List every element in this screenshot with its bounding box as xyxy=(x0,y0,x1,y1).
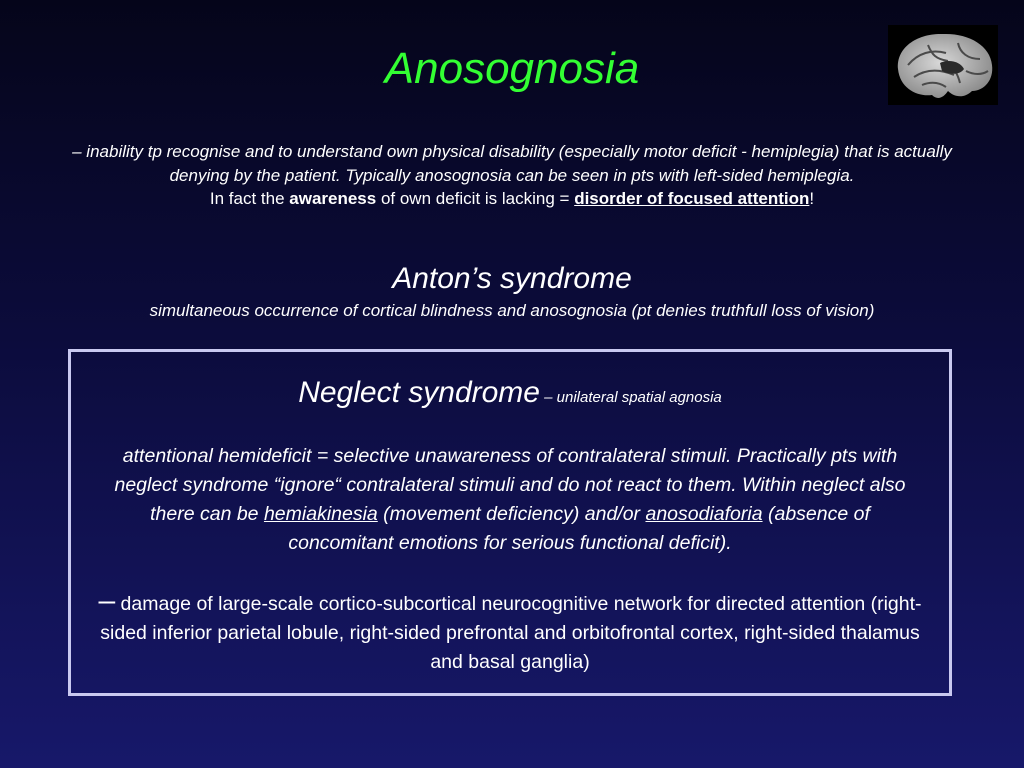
neglect-body-3: (absence of concomitant emotions for serious functional deficit). xyxy=(288,503,870,554)
anton-subtitle: simultaneous occurrence of cortical blindness and anosognosia (pt denies truthfull loss of vision) xyxy=(149,301,875,320)
brain-icon xyxy=(888,25,998,105)
damage-description xyxy=(91,586,929,677)
anosodiaforia-link[interactable]: anosodiaforia xyxy=(645,503,763,525)
damage-dash: – xyxy=(98,584,116,617)
fact-middle: of own deficit is lacking = xyxy=(376,189,575,208)
fact-awareness: awareness xyxy=(289,189,377,208)
neglect-description xyxy=(101,442,919,558)
hemiakinesia-link[interactable]: hemiakinesia xyxy=(263,503,378,525)
neglect-body-2: (movement deficiency) and/or xyxy=(377,503,646,525)
brain-image xyxy=(888,25,998,105)
neglect-title-suffix: – unilateral spatial agnosia xyxy=(539,389,722,406)
fact-suffix: ! xyxy=(809,189,815,208)
anosognosia-definition xyxy=(60,140,964,211)
neglect-heading xyxy=(71,376,949,410)
definition-text: – inability tp recognise and to understand own physical disability (especially motor deficit - hemiplegia) that is actually denying by the patient. Typically anosognosia can be seen in pts with left-sided hemiplegia. xyxy=(72,142,952,185)
slide-title: Anosognosia xyxy=(384,44,640,93)
fact-prefix: In fact the xyxy=(209,189,290,208)
damage-text: damage of large-scale cortico-subcortical neurocognitive network for directed attention (right-sided inferior parietal lobule, right-sided prefrontal and orbitofrontal cortex, right-sided thalamus and basal ganglia) xyxy=(100,593,922,673)
neglect-title: Neglect syndrome xyxy=(298,376,540,409)
neglect-box xyxy=(68,349,952,696)
anton-heading: Anton’s syndrome xyxy=(392,262,632,295)
neglect-body-1: attentional hemideficit = selective unawareness of contralateral stimuli. Practically pts with neglect syndrome “ignore“ contralateral stimuli and do not react to them. Within neglect also there can be xyxy=(114,445,906,525)
fact-disorder: disorder of focused attention xyxy=(574,189,810,208)
